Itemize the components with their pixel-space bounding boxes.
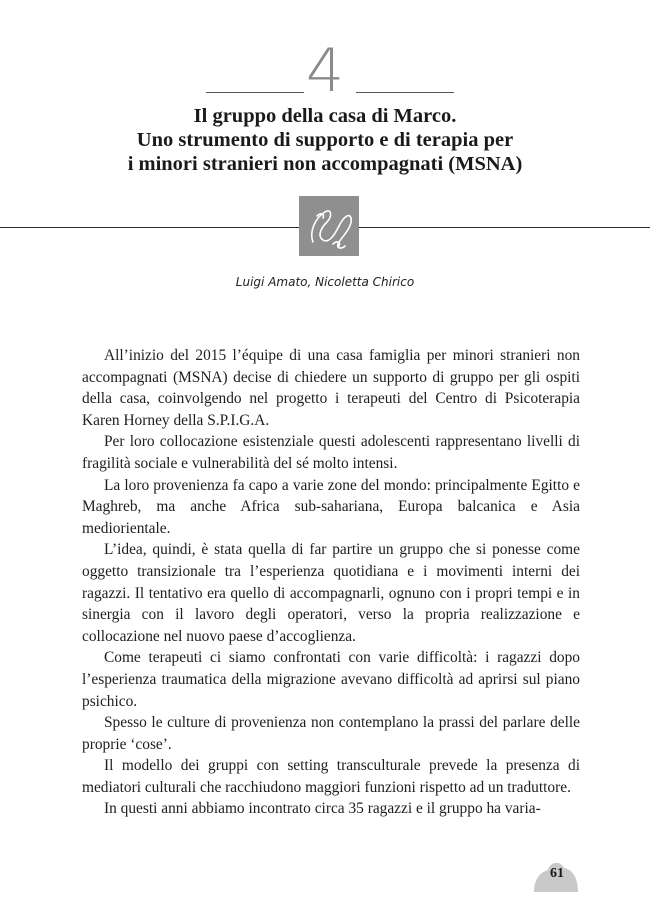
chapter-emblem-icon [299, 196, 359, 256]
chapter-authors: Luigi Amato, Nicoletta Chirico [235, 275, 415, 289]
paragraph: Come terapeuti ci siamo confrontati con varie difficoltà: i ragazzi dopo l’esperienza traumatica della migrazione avevano difficoltà ad aprirsi sul piano psichico. [82, 649, 580, 710]
paragraph: Per loro collocazione esistenziale questi adolescenti rappresentano livelli di fragilità sociale e vulnerabilità del sé molto intensi. [82, 433, 580, 472]
chapter-number-rule-left [206, 92, 304, 93]
chapter-number: 4 [305, 36, 345, 106]
paragraph: In questi anni abbiamo incontrato circa 35 ragazzi e il gruppo ha varia- [104, 800, 541, 818]
body-text [82, 345, 580, 820]
page-number: 61 [550, 866, 564, 881]
chapter-title-line: i minori stranieri non accompagnati (MSNA) [127, 153, 523, 175]
chapter-number-rule-right [356, 92, 454, 93]
paragraph: La loro provenienza fa capo a varie zone del mondo: principalmente Egitto e Maghreb, ma anche Africa sub-sahariana, Europa balcanica e Asia mediorientale. [82, 476, 580, 537]
chapter-title [60, 104, 590, 176]
paragraph: L’idea, quindi, è stata quella di far partire un gruppo che si ponesse come oggetto transizionale tra l’esperienza quotidiana e i movimenti interni dei ragazzi. Il tentativo era quello di accompagnarli, ognuno con i propri tempi e in sinergia con il lavoro degli operatori, verso la propria realizzazione e collocazione nel nuovo paese d’accoglienza. [82, 541, 580, 645]
paragraph: All’inizio del 2015 l’équipe di una casa famiglia per minori stranieri non accompagnati (MSNA) decise di chiedere un supporto di gruppo per gli ospiti della casa, coinvolgendo nel progetto i terapeuti del Centro di Psicoterapia Karen Horney della S.P.I.G.A. [82, 347, 580, 429]
chapter-title-line: Uno strumento di supporto e di terapia per [136, 129, 514, 151]
paragraph: Spesso le culture di provenienza non contemplano la prassi del parlare delle proprie ‘cose’. [82, 714, 580, 753]
chapter-title-line: Il gruppo della casa di Marco. [193, 105, 457, 127]
paragraph: Il modello dei gruppi con setting transculturale prevede la presenza di mediatori culturali che racchiudono maggiori funzioni rispetto ad un traduttore. [82, 757, 580, 796]
